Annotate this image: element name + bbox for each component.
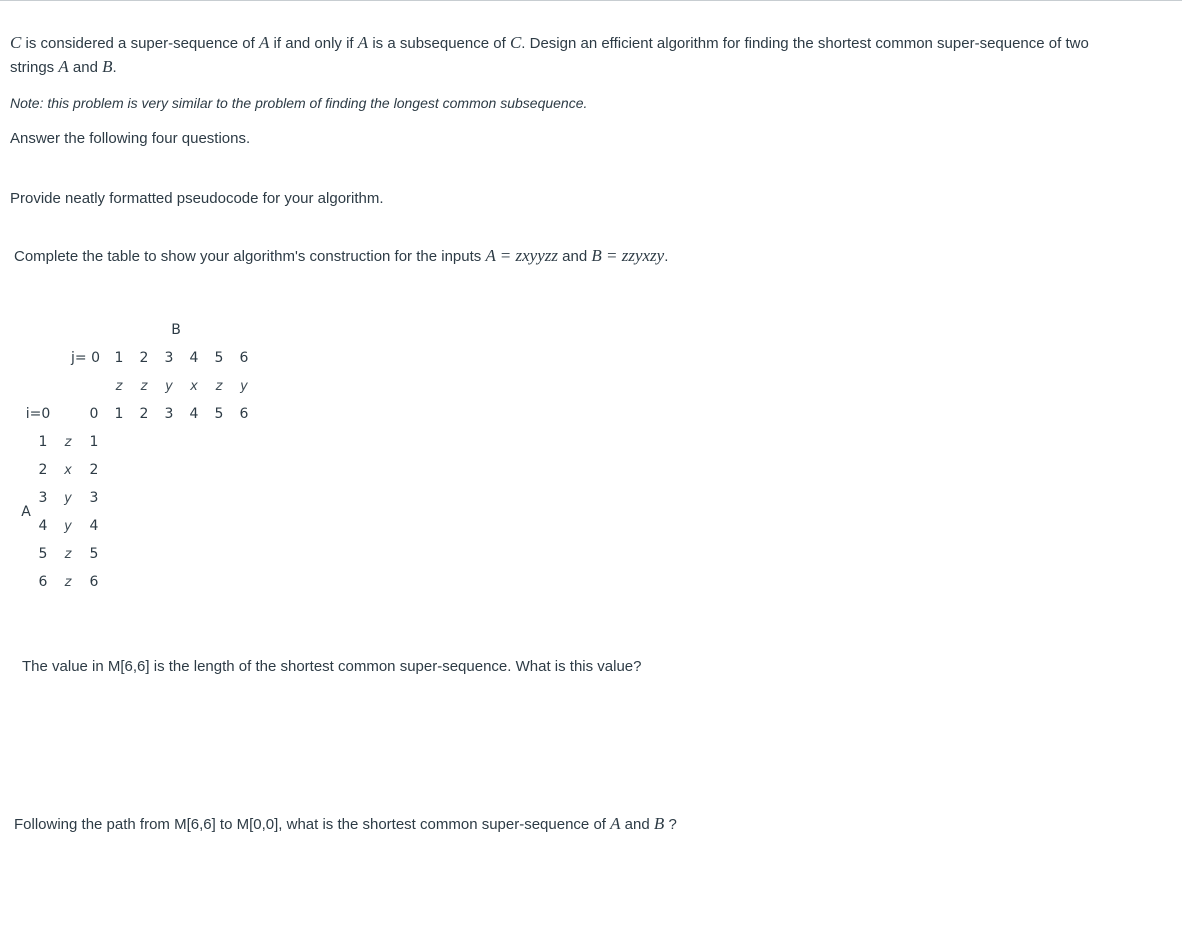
table-col-index: 5 bbox=[214, 350, 224, 366]
table-b-label: B bbox=[171, 322, 181, 338]
var-a: A bbox=[259, 33, 270, 52]
table-row-index: 2 bbox=[38, 462, 48, 478]
table-cell-value: 6 bbox=[89, 574, 99, 590]
question-table bbox=[14, 244, 668, 269]
var-c: C bbox=[10, 33, 22, 52]
input-b-equation: B = zzyxzy bbox=[591, 246, 665, 265]
table-j-label: j= 0 bbox=[71, 350, 100, 366]
intro-text: . bbox=[112, 59, 117, 76]
table-i-label: i=0 bbox=[25, 406, 51, 422]
table-a-label: A bbox=[21, 504, 31, 520]
table-row-index: 4 bbox=[38, 518, 48, 534]
question-value: The value in M[6,6] is the length of the shortest common super-sequence. What is this value? bbox=[22, 658, 642, 675]
table-cell-value: 5 bbox=[214, 406, 224, 422]
table-col-char: x bbox=[190, 379, 198, 394]
question-text: ? bbox=[664, 816, 677, 833]
table-col-char: y bbox=[165, 379, 173, 394]
table-cell-value: 5 bbox=[89, 546, 99, 562]
table-col-index: 2 bbox=[139, 350, 149, 366]
table-cell-value: 0 bbox=[89, 406, 99, 422]
table-cell-value: 4 bbox=[189, 406, 199, 422]
var-a: A bbox=[610, 814, 621, 833]
table-cell-value: 3 bbox=[89, 490, 99, 506]
table-col-char: y bbox=[240, 379, 248, 394]
table-cell-value: 2 bbox=[139, 406, 149, 422]
table-row-char: y bbox=[64, 519, 72, 534]
table-row-char: z bbox=[64, 575, 72, 590]
table-row-char: y bbox=[64, 491, 72, 506]
table-col-char: z bbox=[115, 379, 123, 394]
question-text: . bbox=[664, 248, 669, 265]
table-row-char: x bbox=[64, 463, 72, 478]
intro-line-1 bbox=[10, 31, 1089, 56]
table-row-char: z bbox=[64, 435, 72, 450]
input-a-equation: A = zxyyzz bbox=[485, 246, 558, 265]
table-col-index: 1 bbox=[114, 350, 124, 366]
table-row-index: 1 bbox=[38, 434, 48, 450]
table-cell-value: 1 bbox=[89, 434, 99, 450]
table-col-char: z bbox=[140, 379, 148, 394]
intro-text: . Design an efficient algorithm for finding the shortest common super-sequence of two bbox=[521, 35, 1089, 52]
question-text: and bbox=[620, 816, 654, 833]
instruction-text: Answer the following four questions. bbox=[10, 130, 251, 147]
top-divider bbox=[0, 0, 1182, 1]
intro-text: and bbox=[68, 59, 103, 76]
question-text: and bbox=[558, 248, 592, 265]
table-row-index: 5 bbox=[38, 546, 48, 562]
intro-text: if and only if bbox=[269, 35, 358, 52]
var-b: B bbox=[653, 814, 665, 833]
note-text: Note: this problem is very similar to the problem of finding the longest common subsequence. bbox=[10, 95, 588, 111]
table-row-char: z bbox=[64, 547, 72, 562]
table-cell-value: 1 bbox=[114, 406, 124, 422]
intro-line-2 bbox=[10, 55, 117, 80]
table-cell-value: 3 bbox=[164, 406, 174, 422]
question-pseudocode: Provide neatly formatted pseudocode for your algorithm. bbox=[10, 190, 384, 207]
table-cell-value: 2 bbox=[89, 462, 99, 478]
question-path bbox=[14, 812, 677, 837]
var-a: A bbox=[58, 57, 69, 76]
var-b: B bbox=[102, 57, 113, 76]
table-cell-value: 4 bbox=[89, 518, 99, 534]
table-cell-value: 6 bbox=[239, 406, 249, 422]
table-row-index: 6 bbox=[38, 574, 48, 590]
question-text: Complete the table to show your algorithm's construction for the inputs bbox=[14, 248, 486, 265]
question-text: Following the path from M[6,6] to M[0,0], what is the shortest common super-sequence of bbox=[14, 816, 611, 833]
intro-text: is a subsequence of bbox=[368, 35, 510, 52]
table-col-index: 3 bbox=[164, 350, 174, 366]
intro-text: strings bbox=[10, 59, 59, 76]
var-c: C bbox=[509, 33, 522, 52]
var-a: A bbox=[357, 33, 369, 52]
table-col-index: 6 bbox=[239, 350, 249, 366]
table-col-char: z bbox=[215, 379, 223, 394]
table-col-index: 4 bbox=[189, 350, 199, 366]
intro-text: is considered a super-sequence of bbox=[21, 35, 259, 52]
table-row-index: 3 bbox=[38, 490, 48, 506]
